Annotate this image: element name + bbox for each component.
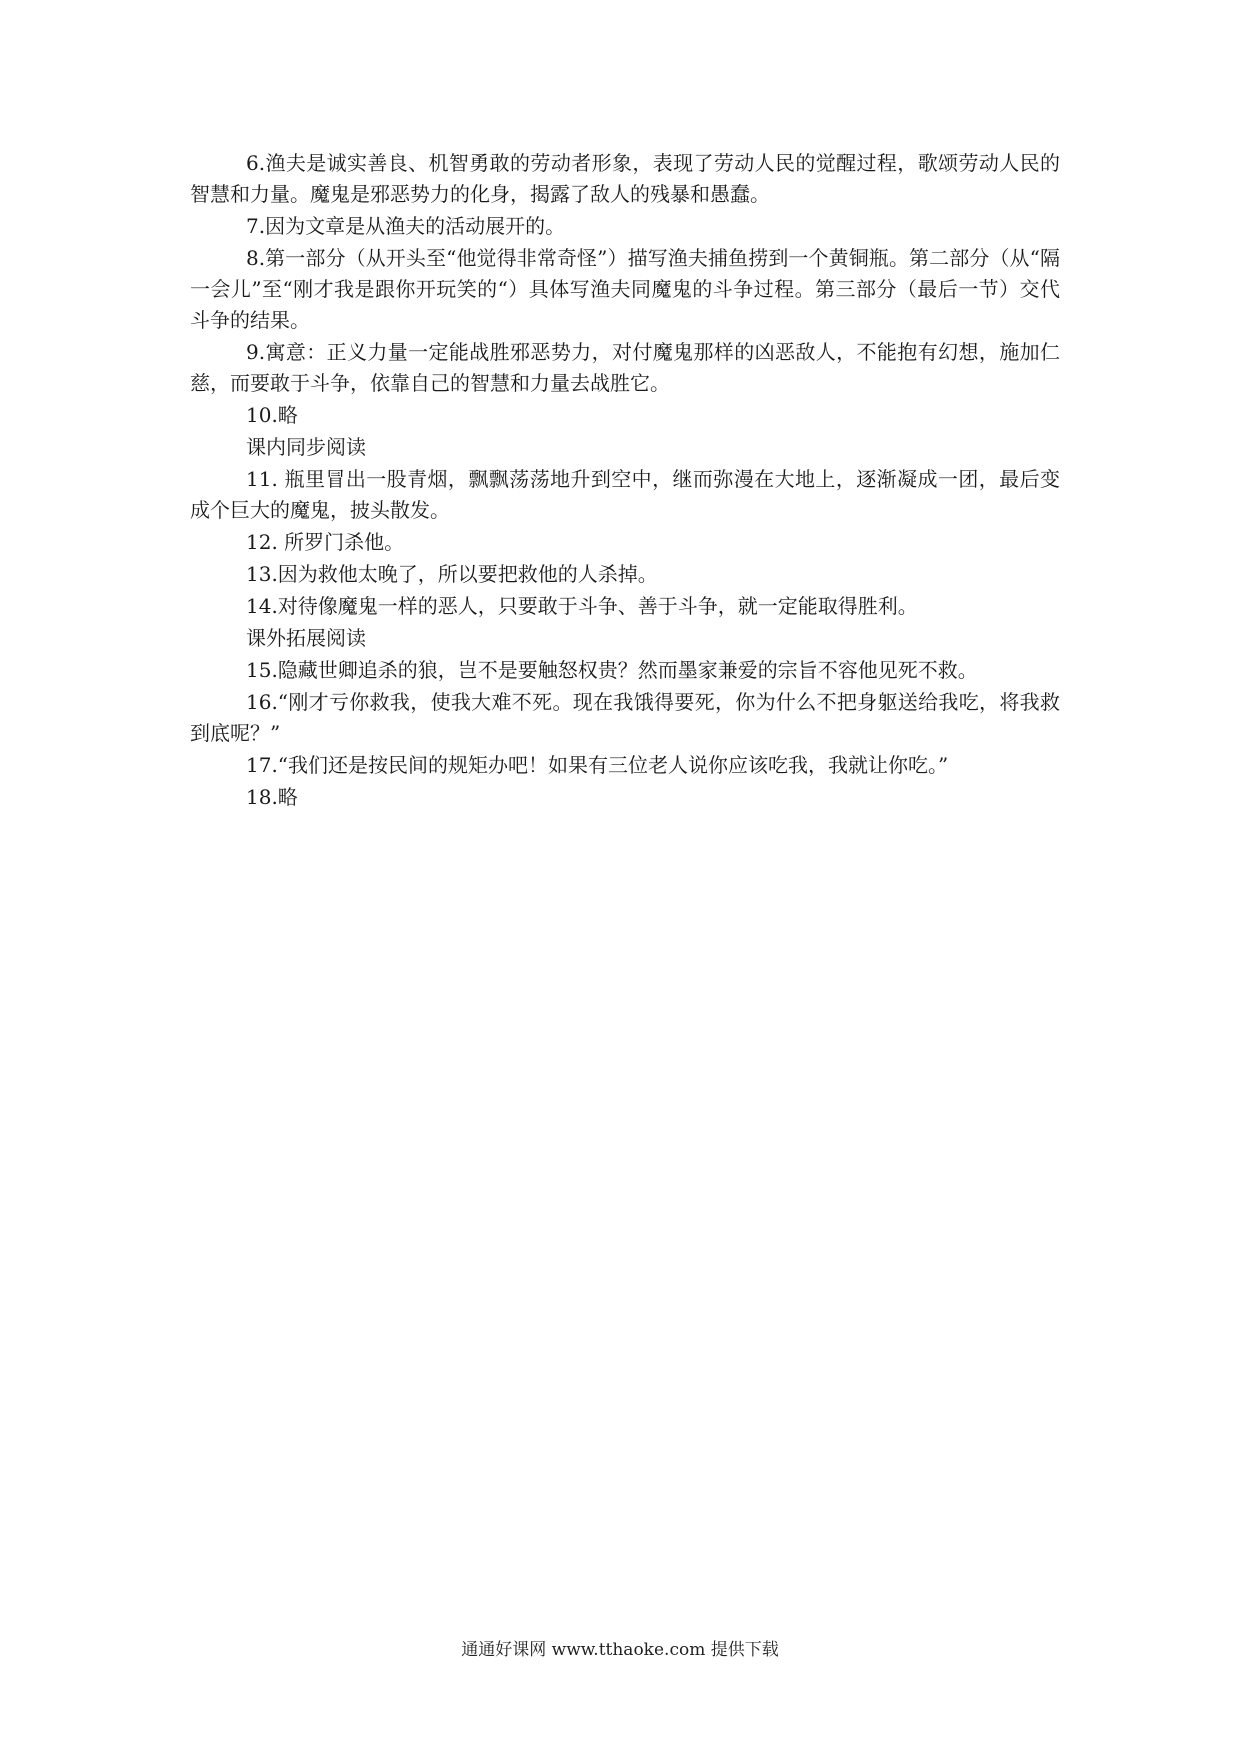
answer-paragraph: 7.因为文章是从渔夫的活动展开的。 [246, 214, 566, 238]
section-heading: 课内同步阅读 [246, 435, 366, 459]
answer-paragraph: 13.因为救他太晚了，所以要把救他的人杀掉。 [246, 562, 658, 586]
answer-content [190, 148, 1060, 813]
answer-paragraph: 11. 瓶里冒出一股青烟，飘飘荡荡地升到空中，继而弥漫在大地上，逐渐凝成一团，最后变成个巨大的魔鬼，披头散发。 [190, 467, 1060, 522]
answer-paragraph: 14.对待像魔鬼一样的恶人，只要敢于斗争、善于斗争，就一定能取得胜利。 [246, 594, 918, 618]
answer-paragraph: 9.寓意：正义力量一定能战胜邪恶势力，对付魔鬼那样的凶恶敌人，不能抱有幻想，施加仁慈，而要敢于斗争，依靠自己的智慧和力量去战胜它。 [190, 340, 1060, 395]
section-heading: 课外拓展阅读 [246, 626, 366, 650]
answer-paragraph: 15.隐藏世卿追杀的狼，岂不是要触怒权贵？然而墨家兼爱的宗旨不容他见死不救。 [246, 658, 978, 682]
answer-paragraph: 12. 所罗门杀他。 [246, 530, 405, 554]
answer-paragraph: 18.略 [246, 785, 298, 809]
answer-paragraph: 6.渔夫是诚实善良、机智勇敢的劳动者形象，表现了劳动人民的觉醒过程，歌颂劳动人民的智慧和力量。魔鬼是邪恶势力的化身，揭露了敌人的残暴和愚蠢。 [190, 151, 1060, 206]
page-footer: 通通好课网 www.tthaoke.com 提供下载 [461, 1640, 779, 1660]
answer-paragraph: 8.第一部分（从开头至“他觉得非常奇怪”）描写渔夫捕鱼捞到一个黄铜瓶。第二部分（从“隔一会儿”至“刚才我是跟你开玩笑的“）具体写渔夫同魔鬼的斗争过程。第三部分（最后一节）交代斗争的结果。 [190, 246, 1060, 332]
answer-paragraph: 16.“刚才亏你救我，使我大难不死。现在我饿得要死，你为什么不把身躯送给我吃，将我救到底呢？” [190, 690, 1060, 745]
answer-paragraph: 10.略 [246, 403, 298, 427]
answer-paragraph: 17.“我们还是按民间的规矩办吧！如果有三位老人说你应该吃我，我就让你吃。” [246, 753, 949, 777]
